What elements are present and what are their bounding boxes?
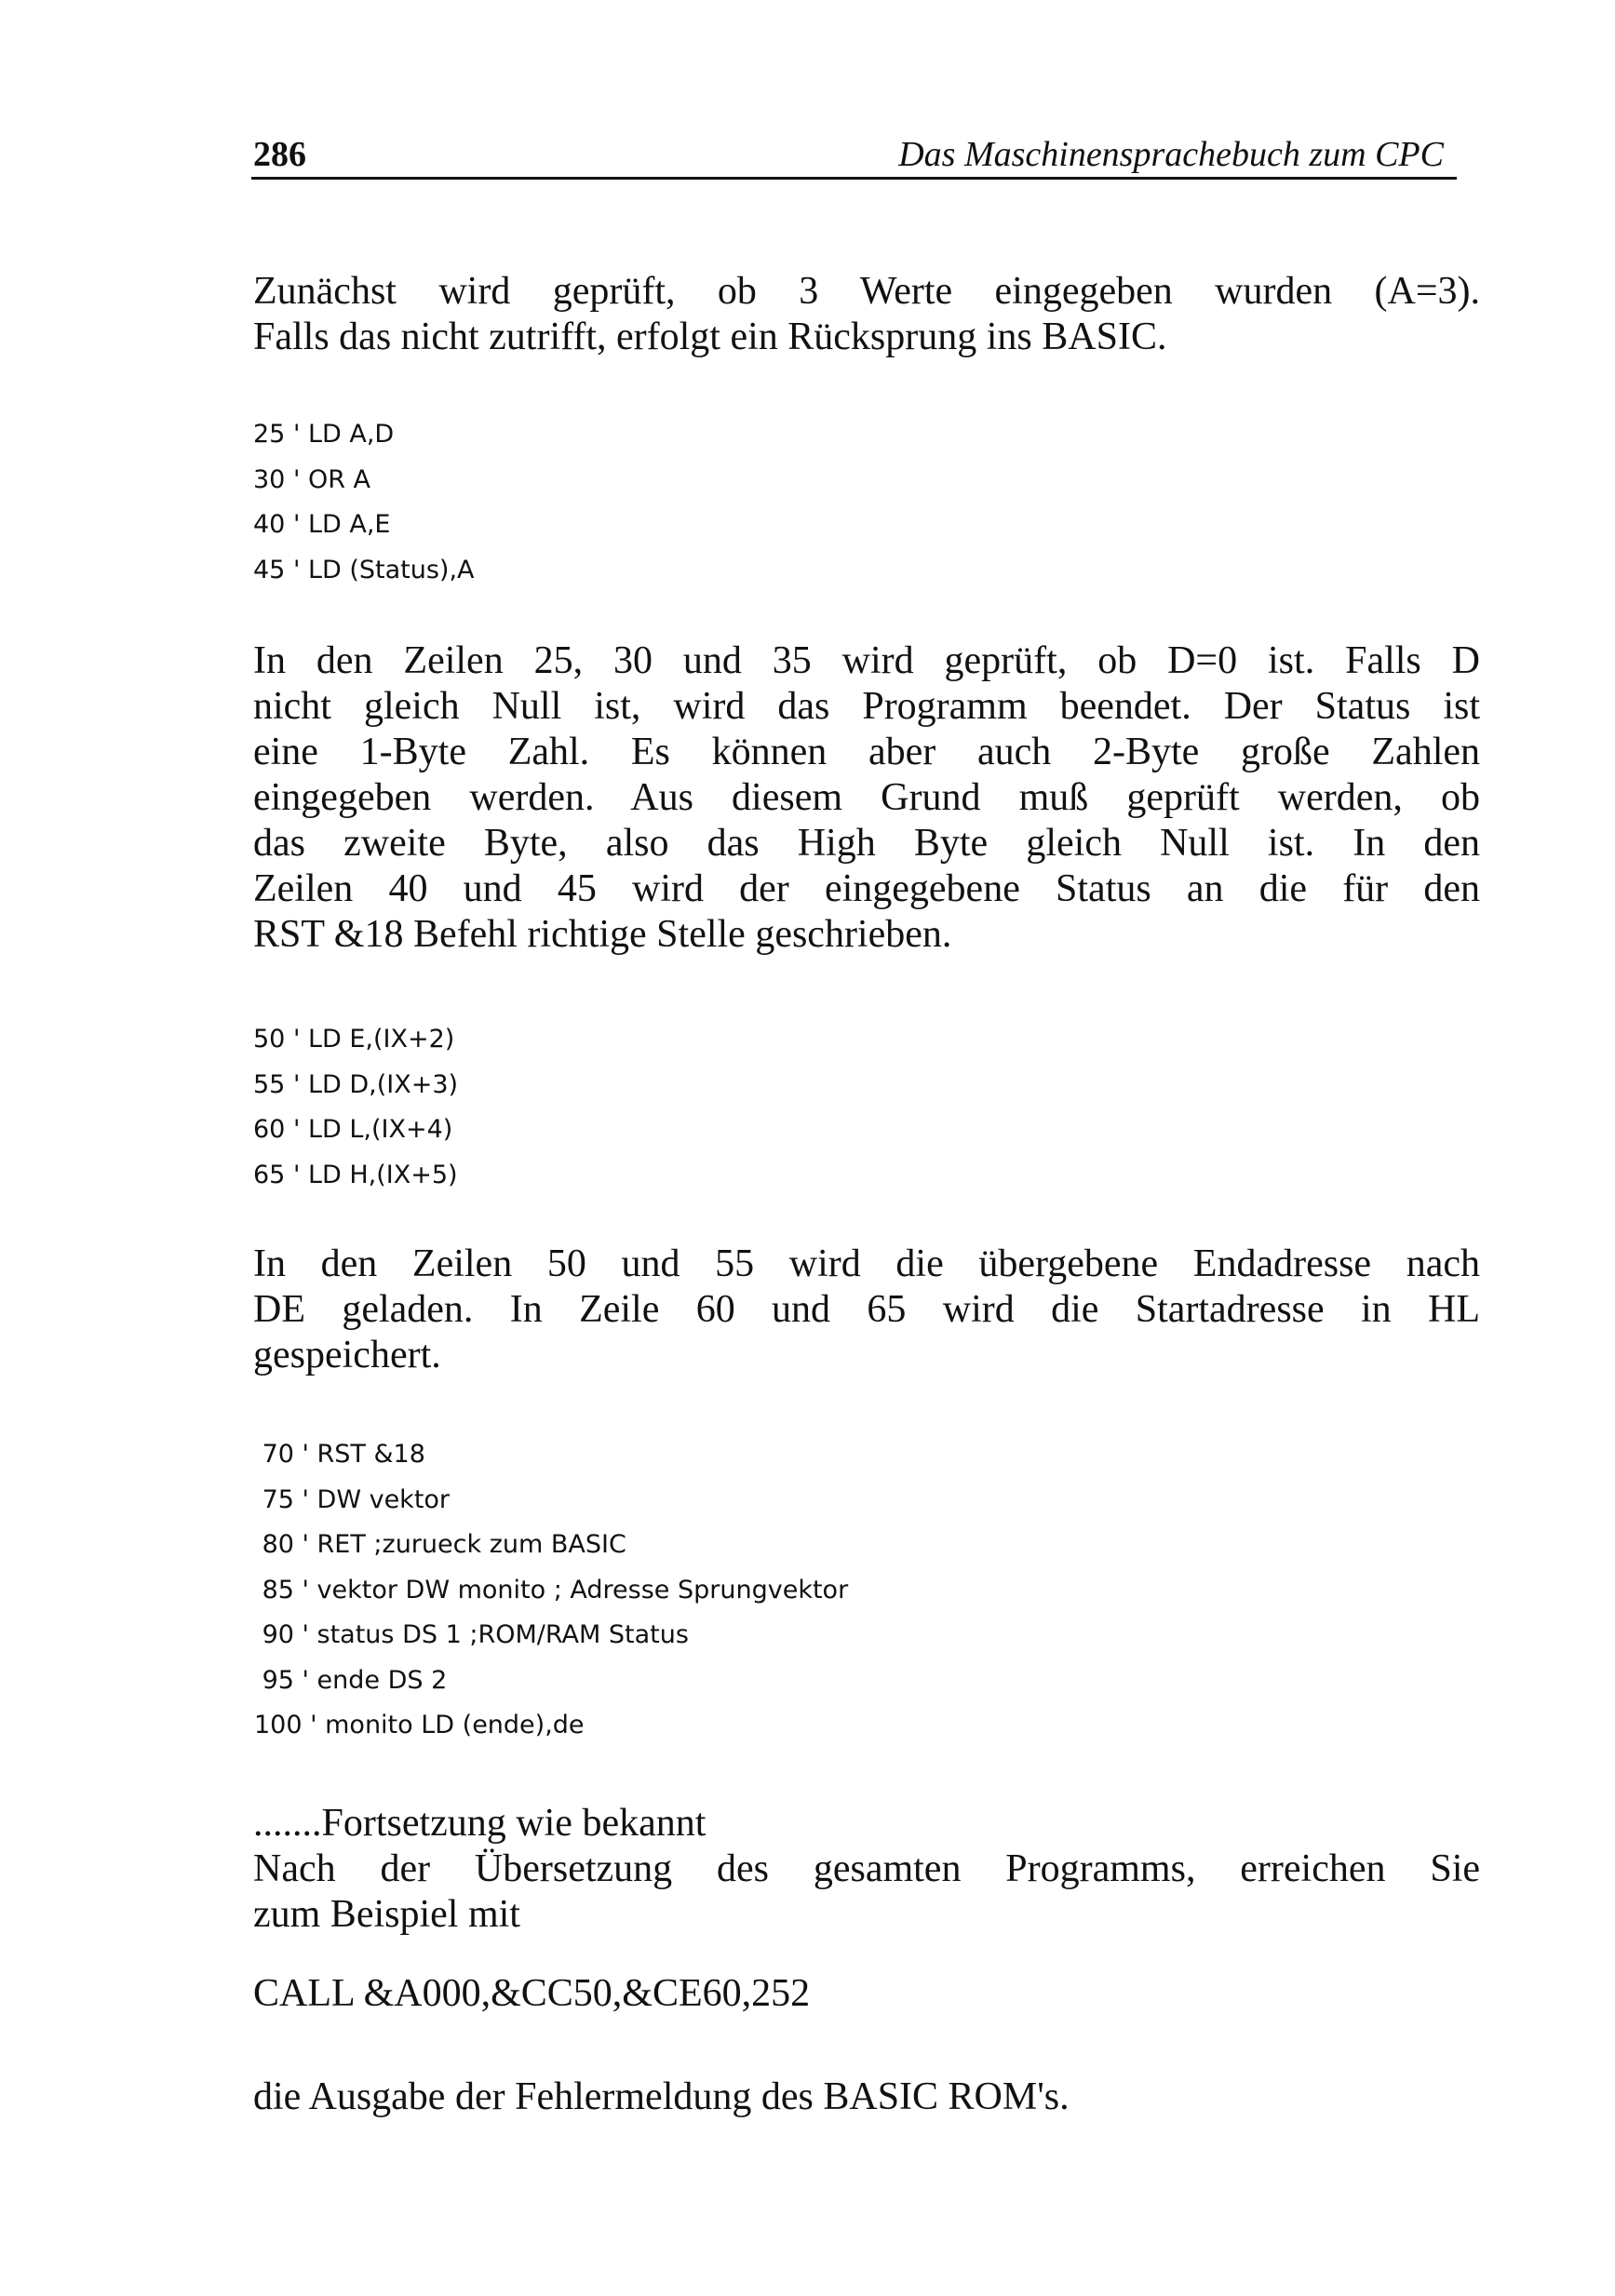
paragraph-status-check bbox=[253, 638, 1480, 958]
text-line: Falls das nicht zutrifft, erfolgt ein Rücksprung ins BASIC. bbox=[253, 316, 1167, 358]
code-line: 90 ' status DS 1 ;ROM/RAM Status bbox=[254, 1620, 689, 1649]
paragraph-continuation bbox=[253, 1801, 1480, 1938]
code-line: 45 ' LD (Status),A bbox=[253, 555, 475, 584]
book-title: Das Maschinensprachebuch zum CPC bbox=[898, 135, 1444, 174]
text-line: In den Zeilen 50 und 55 wird die übergebene Endadresse nach bbox=[253, 1242, 1480, 1285]
text-line: RST &18 Befehl richtige Stelle geschrieben. bbox=[253, 913, 952, 956]
code-line: 25 ' LD A,D bbox=[253, 420, 395, 449]
code-listing-1 bbox=[253, 412, 475, 593]
text-line: Nach der Übersetzung des gesamten Programms, erreichen Sie bbox=[253, 1847, 1480, 1890]
text-line: Zunächst wird geprüft, ob 3 Werte eingegeben wurden (A=3). bbox=[253, 270, 1480, 313]
code-line: 40 ' LD A,E bbox=[253, 510, 391, 539]
code-line: 95 ' ende DS 2 bbox=[254, 1665, 448, 1695]
code-line: 65 ' LD H,(IX+5) bbox=[253, 1160, 458, 1189]
code-listing-2 bbox=[253, 1017, 458, 1198]
text-line: zum Beispiel mit bbox=[253, 1893, 520, 1936]
code-line: 100 ' monito LD (ende),de bbox=[254, 1711, 585, 1739]
page-number: 286 bbox=[253, 135, 306, 174]
call-example: CALL &A000,&CC50,&CE60,252 bbox=[253, 1972, 811, 2015]
text-line: In den Zeilen 25, 30 und 35 wird geprüft, ob D=0 ist. Falls D bbox=[253, 639, 1480, 682]
paragraph-address-load bbox=[253, 1242, 1480, 1378]
code-line: 85 ' vektor DW monito ; Adresse Sprungvektor bbox=[254, 1575, 849, 1605]
code-line: 80 ' RET ;zurueck zum BASIC bbox=[254, 1530, 626, 1559]
text-line: eine 1-Byte Zahl. Es können aber auch 2-Byte große Zahlen bbox=[253, 731, 1480, 773]
text-line: nicht gleich Null ist, wird das Programm beendet. Der Status ist bbox=[253, 685, 1480, 728]
text-line: DE geladen. In Zeile 60 und 65 wird die Startadresse in HL bbox=[253, 1288, 1480, 1331]
text-line: eingegeben werden. Aus diesem Grund muß geprüft werden, ob bbox=[253, 776, 1480, 819]
code-line: 55 ' LD D,(IX+3) bbox=[253, 1069, 459, 1099]
code-line: 50 ' LD E,(IX+2) bbox=[253, 1025, 455, 1054]
code-line: 75 ' DW vektor bbox=[254, 1484, 451, 1514]
page-header bbox=[251, 125, 1457, 180]
paragraph-check-values bbox=[253, 269, 1480, 360]
closing-line: die Ausgabe der Fehlermeldung des BASIC ROM's. bbox=[253, 2075, 1070, 2118]
code-listing-3 bbox=[254, 1432, 848, 1749]
text-line: gespeichert. bbox=[253, 1334, 441, 1376]
text-line: Zeilen 40 und 45 wird der eingegebene Status an die für den bbox=[253, 867, 1480, 910]
text-line: das zweite Byte, also das High Byte gleich Null ist. In den bbox=[253, 822, 1480, 865]
code-line: 30 ' OR A bbox=[253, 464, 371, 494]
text-line: .......Fortsetzung wie bekannt bbox=[253, 1802, 707, 1845]
code-line: 70 ' RST &18 bbox=[254, 1440, 425, 1469]
code-line: 60 ' LD L,(IX+4) bbox=[253, 1115, 453, 1144]
